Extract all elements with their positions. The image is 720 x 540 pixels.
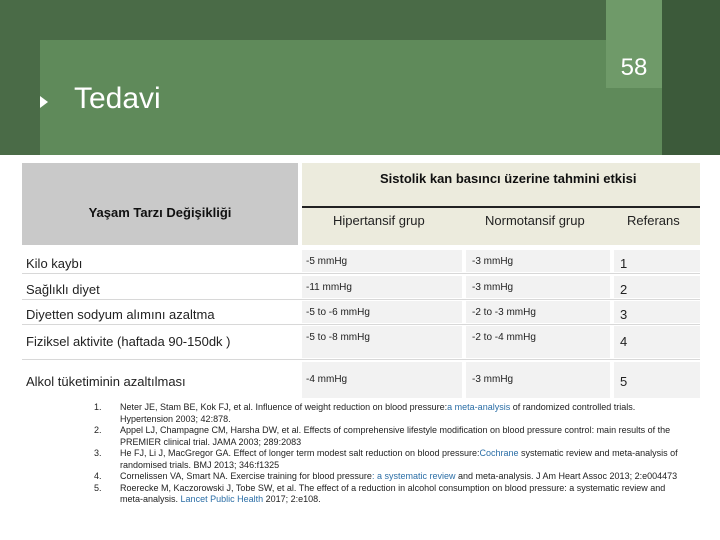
row-separator [22,273,700,274]
normotansif-value: -3 mmHg [472,374,514,385]
hipertansif-value: -11 mmHg [306,282,352,293]
reference-index: 2. [94,425,102,435]
reference-number: 3 [620,307,628,322]
table-row [22,362,700,400]
reference-index: 5. [94,482,102,493]
slide-number: 58 [606,0,662,88]
reference-text-end: systematic review and meta-analysis of randomised trials. BMJ 2013; 346:f1325 [120,448,678,470]
reference-item [90,448,690,471]
reference-text-end: of randomized controlled trials. Hypertension 2003; 42:878. [120,402,636,424]
row-separator [22,324,700,325]
header-lifestyle-label: Yaşam Tarzı Değişikliği [88,205,232,220]
reference-link[interactable]: : a systematic review [371,471,456,481]
col-header-hipertansif: Hipertansif grup [333,213,425,228]
reference-link[interactable]: Lancet Public Health [180,494,264,504]
row-label: Fiziksel aktivite (haftada 90-150dk ) [26,334,231,349]
reference-number: 1 [620,256,628,271]
row-separator [22,359,700,360]
hipertansif-value: -5 mmHg [306,256,348,267]
reference-number: 5 [620,374,628,389]
reference-link[interactable]: a meta-analysis [447,402,511,412]
row-label: Sağlıklı diyet [26,282,100,297]
reference-text: Neter JE, Stam BE, Kok FJ, et al. Influence of weight reduction on blood pressure: [120,402,448,412]
reference-item [90,402,690,425]
title-arrow-icon [40,96,48,108]
table-row [22,276,700,300]
table-header-lifestyle [22,163,298,245]
table-row [22,250,700,274]
header-divider [302,206,700,208]
row-separator [22,299,700,300]
reference-text-end: 2017; 2:e108. [263,494,321,504]
reference-link[interactable]: Cochrane [479,448,519,458]
reference-text: Cornelissen VA, Smart NA. Exercise training for blood pressure [120,471,372,481]
col-header-normotansif: Normotansif grup [485,213,585,228]
row-label: Kilo kaybı [26,256,83,271]
normotansif-value: -2 to -3 mmHg [472,307,536,318]
table-row [22,301,700,325]
reference-index: 3. [94,448,102,458]
row-label: Alkol tüketiminin azaltılması [26,374,186,389]
hipertansif-value: -5 to -6 mmHg [306,307,370,318]
reference-item [90,483,690,506]
table-row [22,326,700,360]
reference-number: 4 [620,334,628,349]
reference-text-end: and meta-analysis. J Am Heart Assoc 2013; 2:e004473 [455,471,678,481]
slide-title: Tedavi [74,82,161,115]
row-label: Diyetten sodyum alımını azaltma [26,307,215,322]
reference-text: He FJ, Li J, MacGregor GA. Effect of longer term modest salt reduction on blood pressure: [120,448,480,458]
hipertansif-value: -5 to -8 mmHg [306,332,370,343]
reference-number: 2 [620,282,628,297]
reference-index: 1. [94,402,102,412]
reference-index: 4. [94,471,102,481]
reference-text: Roerecke M, Kaczorowski J, Tobe SW, et al. The effect of a reduction in alcohol consumption on blood pressure: a systematic review and meta-analysis. [120,482,666,504]
references-list [90,402,690,506]
hipertansif-value: -4 mmHg [306,374,348,385]
normotansif-value: -3 mmHg [472,282,514,293]
header-right-bar [662,0,720,155]
col-header-referans: Referans [627,213,680,228]
normotansif-value: -2 to -4 mmHg [472,332,536,343]
reference-item [90,425,690,448]
reference-text: Appel LJ, Champagne CM, Harsha DW, et al. Effects of comprehensive lifestyle modification on blood pressure control: main results of the PREMIER clinical trial. JAMA 2003; 289:2083 [120,425,671,447]
normotansif-value: -3 mmHg [472,256,514,267]
reference-item [90,471,690,483]
header-group-label: Sistolik kan basıncı üzerine tahmini etkisi [380,171,637,186]
